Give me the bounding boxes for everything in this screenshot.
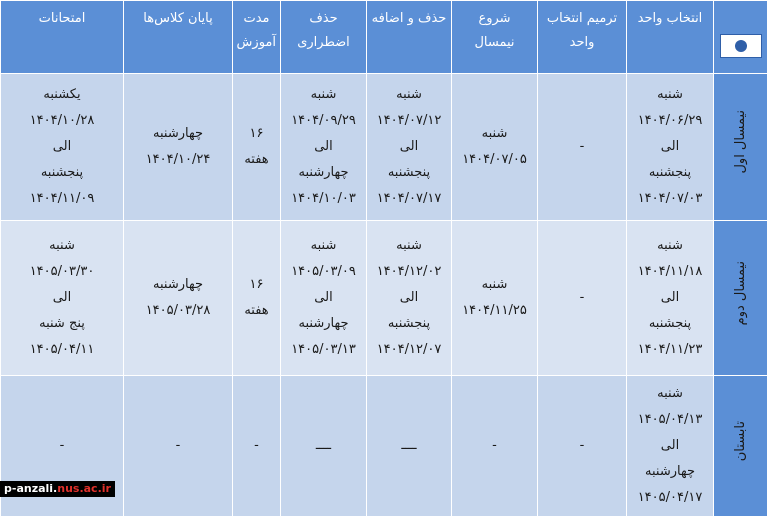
cell-start: شنبه ۱۴۰۴/۱۱/۲۵: [452, 221, 538, 376]
logo-cell: [714, 1, 767, 74]
table-row-first-semester: [1, 74, 767, 221]
cell-duration: ۱۶ هفته: [233, 74, 281, 221]
semester-label: نیمسال دوم: [733, 261, 749, 325]
header-exams: امتحانات: [1, 1, 124, 74]
cell-selection: شنبه ۱۴۰۴/۰۶/۲۹ الی پنجشنبه ۱۴۰۴/۰۷/۰۳: [627, 74, 714, 221]
header-add-drop: حذف و اضافه: [367, 1, 452, 74]
header-emergency-drop: حذف اضطراری: [281, 1, 367, 74]
table-row-summer: [1, 376, 767, 517]
cell-classes-end: چهارشنبه ۱۴۰۴/۱۰/۲۴: [124, 74, 233, 221]
cell-duration: ۱۶ هفته: [233, 221, 281, 376]
header-start: شروع نیمسال: [452, 1, 538, 74]
table-row-second-semester: [1, 221, 767, 376]
header-duration: مدت آموزش: [233, 1, 281, 74]
watermark-prefix: p-anzali.: [4, 482, 57, 495]
cell-start: -: [452, 376, 538, 517]
watermark-domain: nus.ac.ir: [57, 482, 111, 495]
header-row: [1, 1, 767, 74]
cell-repair: -: [538, 74, 627, 221]
cell-add-drop: شنبه ۱۴۰۴/۱۲/۰۲ الی پنجشنبه ۱۴۰۴/۱۲/۰۷: [367, 221, 452, 376]
cell-repair: -: [538, 221, 627, 376]
cell-duration: -: [233, 376, 281, 517]
semester-label: نیمسال اول: [733, 110, 749, 174]
header-classes-end: پایان کلاس‌ها: [124, 1, 233, 74]
cell-classes-end: چهارشنبه ۱۴۰۵/۰۳/۲۸: [124, 221, 233, 376]
cell-selection: شنبه ۱۴۰۵/۰۴/۱۳ الی چهارشنبه ۱۴۰۵/۰۴/۱۷: [627, 376, 714, 517]
university-logo-icon: [720, 34, 762, 58]
header-selection: انتخاب واحد: [627, 1, 714, 74]
cell-emergency-drop: شنبه ۱۴۰۴/۰۹/۲۹ الی چهارشنبه ۱۴۰۴/۱۰/۰۳: [281, 74, 367, 221]
cell-exams: شنبه ۱۴۰۵/۰۳/۳۰ الی پنج شنبه ۱۴۰۵/۰۴/۱۱: [1, 221, 124, 376]
cell-start: شنبه ۱۴۰۴/۰۷/۰۵: [452, 74, 538, 221]
semester-label-cell: [714, 376, 767, 517]
semester-label: تابستان: [733, 421, 749, 461]
cell-emergency-drop: ــــ: [281, 376, 367, 517]
header-repair: ترمیم انتخاب واحد: [538, 1, 627, 74]
semester-label-cell: [714, 221, 767, 376]
cell-exams: یکشنبه ۱۴۰۴/۱۰/۲۸ الی پنجشنبه ۱۴۰۴/۱۱/۰۹: [1, 74, 124, 221]
cell-classes-end: -: [124, 376, 233, 517]
cell-repair: -: [538, 376, 627, 517]
site-watermark: [0, 481, 115, 497]
semester-label-cell: [714, 74, 767, 221]
cell-emergency-drop: شنبه ۱۴۰۵/۰۳/۰۹ الی چهارشنبه ۱۴۰۵/۰۳/۱۳: [281, 221, 367, 376]
cell-exams: -: [1, 376, 124, 517]
cell-add-drop: ــــ: [367, 376, 452, 517]
cell-add-drop: شنبه ۱۴۰۴/۰۷/۱۲ الی پنجشنبه ۱۴۰۴/۰۷/۱۷: [367, 74, 452, 221]
cell-selection: شنبه ۱۴۰۴/۱۱/۱۸ الی پنجشنبه ۱۴۰۴/۱۱/۲۳: [627, 221, 714, 376]
